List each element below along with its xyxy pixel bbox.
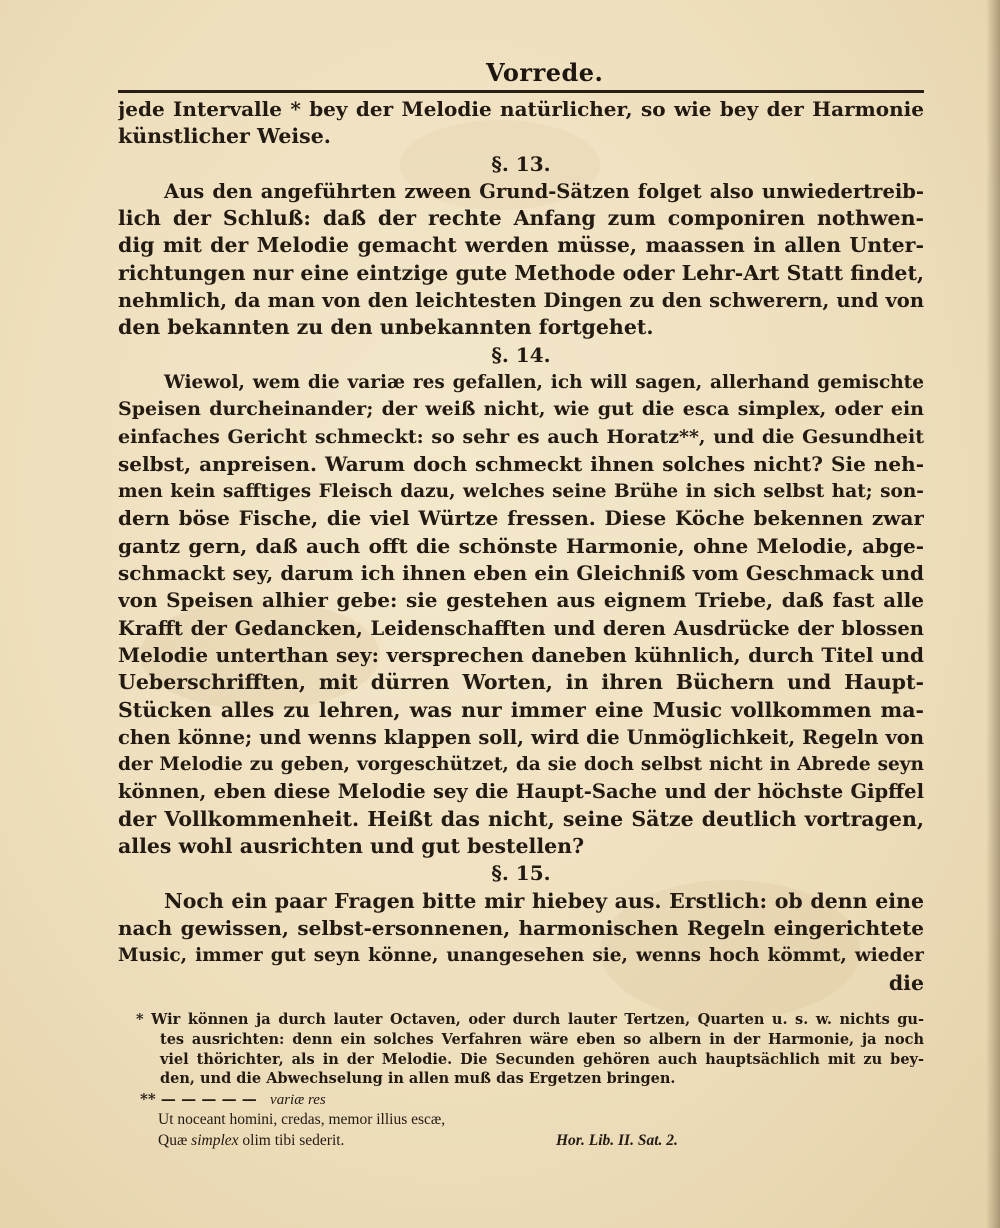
text-line: Wiewol, wem die variæ res gefallen, ich will sagen, allerhand gemischte (164, 371, 924, 393)
verse-line (136, 1130, 924, 1151)
footnote-line: viel thörichter, als in der Melodie. Die Secunden gehören auch hauptsächlich mit zu bey- (160, 1050, 924, 1068)
text-line: können, eben diese Melodie sey die Haupt-Sache und der höchste Gipffel (118, 780, 924, 804)
text-line: Krafft der Gedancken, Leidenschafften und deren Ausdrücke der blossen (118, 616, 924, 640)
verse-line: Ut noceant homini, credas, memor illius escæ, (158, 1111, 446, 1129)
running-head: Vorrede. (486, 58, 604, 87)
text-line: den bekannten zu den unbekannten fortgehet. (118, 315, 654, 340)
verse-text: Quæ (158, 1132, 188, 1150)
text-line: der Vollkommenheit. Heißt das nicht, seine Sätze deutlich vortragen, (118, 806, 924, 831)
text-line: gantz gern, daß auch offt die schönste Harmonie, ohne Melodie, abge- (118, 533, 924, 558)
text-line: chen könne; und wenns klappen soll, wird die Unmöglichkeit, Regeln von (118, 725, 924, 749)
footnote-line: * Wir können ja durch lauter Octaven, oder durch lauter Tertzen, Quarten u. s. w. nichts gu- (136, 1011, 924, 1028)
verse-text-italic: simplex (191, 1132, 239, 1150)
footnotes (136, 1010, 924, 1151)
text-line: Noch ein paar Fragen bitte mir hiebey aus. Erstlich: ob denn eine (164, 888, 924, 913)
text-line: alles wohl ausrichten und gut bestellen? (118, 834, 585, 859)
catchword: die (888, 970, 924, 995)
text-line: Music, immer gut seyn könne, unangesehen sie, wenns hoch kömmt, wieder (118, 945, 924, 967)
text-line: Aus den angeführten zween Grund-Sätzen folget also unwiedertreib- (164, 179, 924, 203)
text-line: künstlicher Weise. (118, 124, 331, 149)
section-heading: §. 13. (491, 151, 551, 176)
footnote-line: den, und die Abwechselung in allen muß das Ergetzen bringen. (160, 1070, 676, 1088)
text-line: einfaches Gericht schmeckt: so sehr es auch Horatz**, und die Gesundheit (118, 425, 924, 448)
text-line: Stücken alles zu lehren, was nur immer eine Music vollkommen ma- (118, 697, 924, 722)
header-rule (118, 90, 924, 93)
section-heading: §. 14. (491, 342, 551, 367)
main-text (118, 96, 924, 997)
text-line: Melodie unterthan sey: versprechen daneben kühnlich, durch Titel und (118, 642, 924, 667)
text-line: nehmlich, da man von den leichtesten Dingen zu den schwerern, und von (118, 289, 924, 313)
text-line: richtungen nur eine eintzige gute Methode oder Lehr-Art Statt findet, (118, 260, 924, 285)
text-line: Ueberschrifften, mit dürren Worten, in ihren Büchern und Haupt- (118, 670, 924, 695)
text-line: jede Intervalle * bey der Melodie natürlicher, so wie bey der Harmonie (118, 97, 924, 121)
section-heading: §. 15. (491, 861, 551, 886)
text-line: von Speisen alhier gebe: sie gestehen aus eignem Triebe, daß fast alle (118, 588, 924, 613)
text-line: der Melodie zu geben, vorgeschützet, da sie doch selbst nicht in Abrede seyn (118, 754, 924, 776)
footnote-line: tes ausrichten: denn ein solches Verfahren wäre eben so albern in der Harmonie, ja noch (160, 1030, 924, 1048)
text-line: dig mit der Melodie gemacht werden müsse, maassen in allen Unter- (118, 233, 924, 258)
footnote-lemma: variæ res (270, 1092, 326, 1109)
text-line: dern böse Fische, die viel Würtze fressen. Diese Köche bekennen zwar (118, 506, 924, 531)
text-line: schmackt sey, darum ich ihnen eben ein Gleichniß vom Geschmack und (118, 561, 924, 586)
verse-citation: Hor. Lib. II. Sat. 2. (556, 1132, 678, 1150)
verse-text: olim tibi sederit. (242, 1132, 345, 1150)
footnote-marker: ** — — — — — (140, 1090, 257, 1109)
text-line: lich der Schluß: daß der rechte Anfang zum componiren nothwen- (118, 206, 924, 231)
text-line: men kein safftiges Fleisch dazu, welches seine Brühe in sich selbst hat; son- (118, 481, 924, 503)
page-edge-shadow (986, 0, 1000, 1228)
text-line: selbst, anpreisen. Warum doch schmeckt ihnen solches nicht? Sie neh- (118, 451, 924, 476)
footnote-2-head (136, 1089, 924, 1109)
text-line: nach gewissen, selbst-ersonnenen, harmonischen Regeln eingerichtete (118, 915, 924, 940)
text-line: Speisen durcheinander; der weiß nicht, wie gut die esca simplex, oder ein (118, 398, 924, 421)
